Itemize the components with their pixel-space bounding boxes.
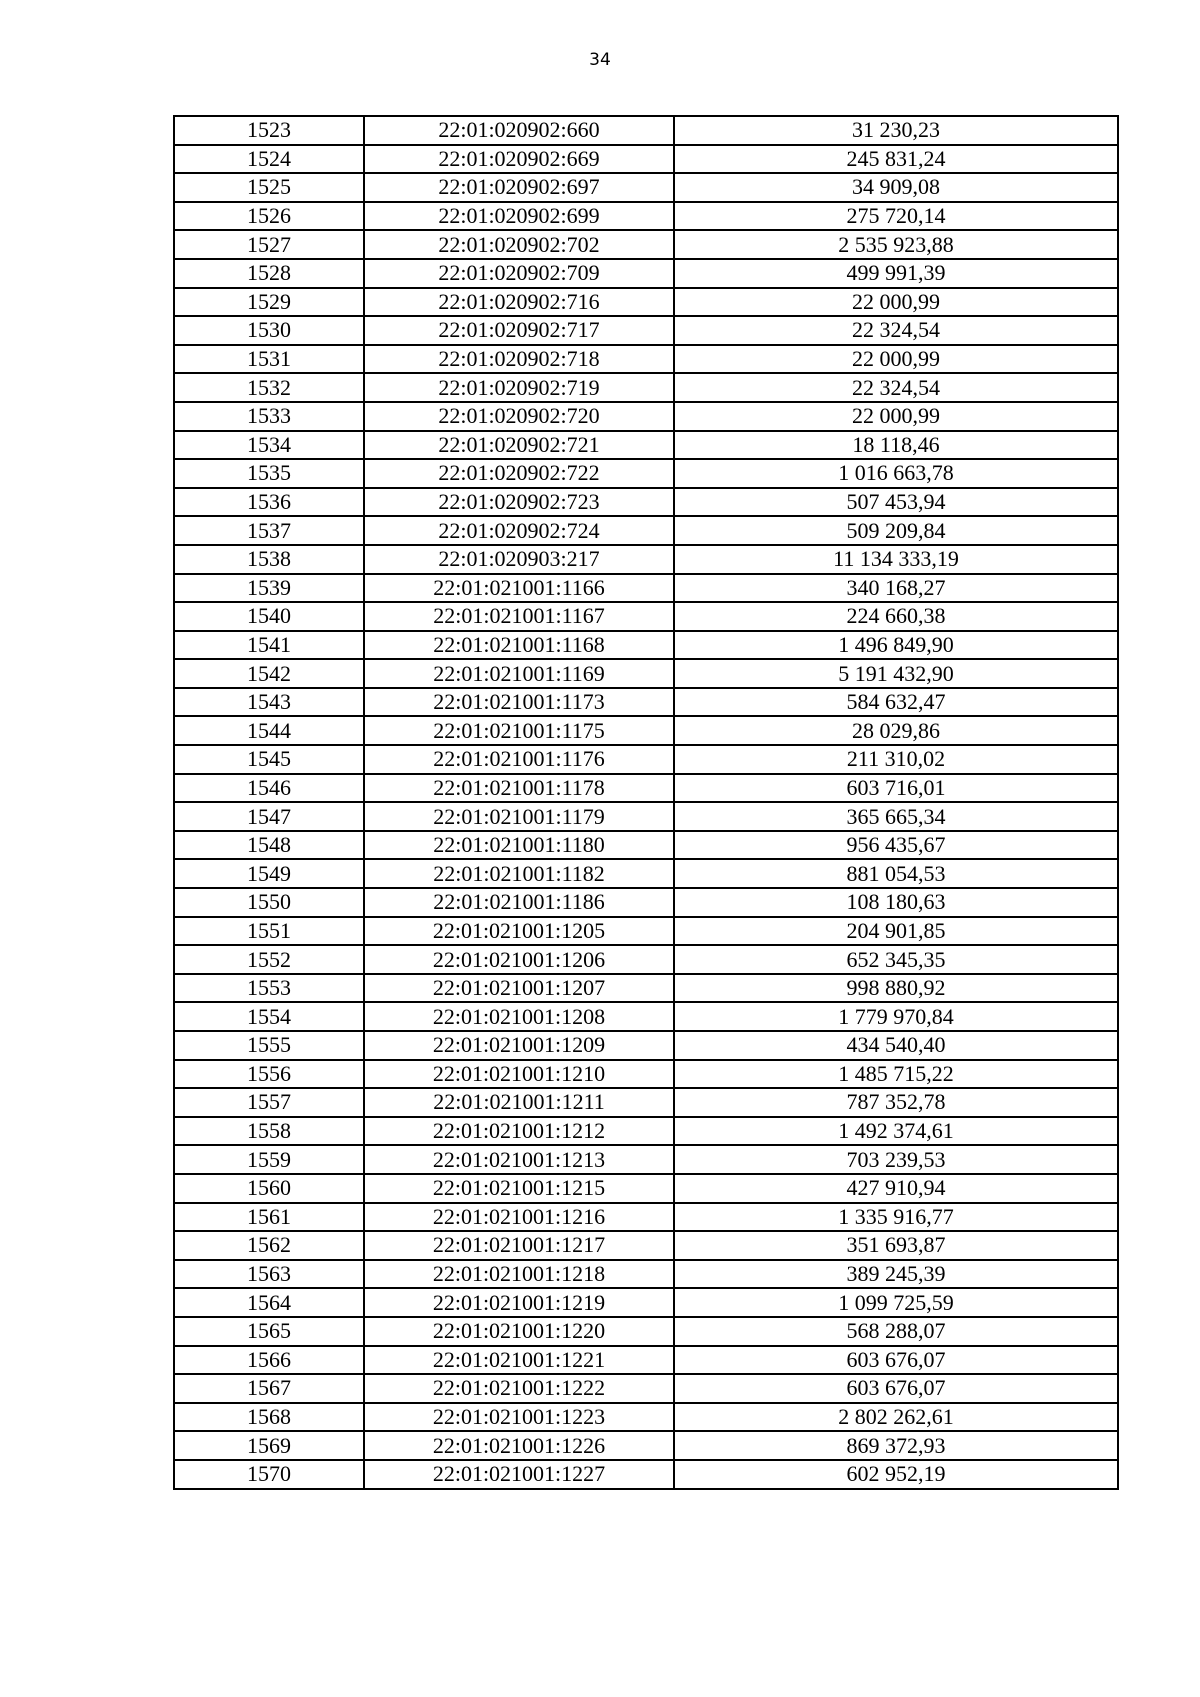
row-number-cell: 1545 xyxy=(174,745,364,774)
cadastral-number-cell: 22:01:021001:1207 xyxy=(364,974,674,1003)
table-row xyxy=(174,145,1118,174)
page-number: 34 xyxy=(589,50,611,70)
cadastral-value-cell: 1 016 663,78 xyxy=(674,459,1118,488)
cadastral-number-cell: 22:01:020902:723 xyxy=(364,488,674,517)
cadastral-number-cell: 22:01:021001:1208 xyxy=(364,1002,674,1031)
table-row xyxy=(174,516,1118,545)
cadastral-value-cell: 1 485 715,22 xyxy=(674,1060,1118,1089)
row-number-cell: 1564 xyxy=(174,1288,364,1317)
row-number-cell: 1550 xyxy=(174,888,364,917)
cadastral-value-cell: 603 676,07 xyxy=(674,1346,1118,1375)
cadastral-number-cell: 22:01:020902:697 xyxy=(364,173,674,202)
table-row xyxy=(174,917,1118,946)
cadastral-value-cell: 1 492 374,61 xyxy=(674,1117,1118,1146)
table-row xyxy=(174,1346,1118,1375)
cadastral-value-cell: 499 991,39 xyxy=(674,259,1118,288)
cadastral-number-cell: 22:01:021001:1218 xyxy=(364,1260,674,1289)
table-row xyxy=(174,859,1118,888)
cadastral-value-cell: 204 901,85 xyxy=(674,917,1118,946)
cadastral-number-cell: 22:01:020902:669 xyxy=(364,145,674,174)
cadastral-value-cell: 509 209,84 xyxy=(674,516,1118,545)
table-row xyxy=(174,974,1118,1003)
table-row xyxy=(174,745,1118,774)
row-number-cell: 1565 xyxy=(174,1317,364,1346)
row-number-cell: 1524 xyxy=(174,145,364,174)
table-row xyxy=(174,1174,1118,1203)
cadastral-number-cell: 22:01:021001:1166 xyxy=(364,574,674,603)
cadastral-number-cell: 22:01:021001:1213 xyxy=(364,1145,674,1174)
table-row xyxy=(174,316,1118,345)
table-body xyxy=(174,116,1118,1489)
cadastral-value-cell: 340 168,27 xyxy=(674,574,1118,603)
cadastral-value-cell: 275 720,14 xyxy=(674,202,1118,231)
cadastral-value-table xyxy=(173,115,1119,1490)
cadastral-value-cell: 1 335 916,77 xyxy=(674,1203,1118,1232)
cadastral-number-cell: 22:01:021001:1211 xyxy=(364,1088,674,1117)
table-row xyxy=(174,545,1118,574)
cadastral-number-cell: 22:01:021001:1222 xyxy=(364,1374,674,1403)
row-number-cell: 1523 xyxy=(174,116,364,145)
cadastral-number-cell: 22:01:021001:1179 xyxy=(364,802,674,831)
row-number-cell: 1546 xyxy=(174,774,364,803)
cadastral-number-cell: 22:01:021001:1221 xyxy=(364,1346,674,1375)
table-row xyxy=(174,459,1118,488)
row-number-cell: 1567 xyxy=(174,1374,364,1403)
table-row xyxy=(174,1060,1118,1089)
row-number-cell: 1563 xyxy=(174,1260,364,1289)
cadastral-number-cell: 22:01:021001:1169 xyxy=(364,659,674,688)
cadastral-number-cell: 22:01:021001:1227 xyxy=(364,1460,674,1489)
cadastral-number-cell: 22:01:020902:699 xyxy=(364,202,674,231)
row-number-cell: 1525 xyxy=(174,173,364,202)
cadastral-number-cell: 22:01:021001:1215 xyxy=(364,1174,674,1203)
row-number-cell: 1552 xyxy=(174,945,364,974)
table-row xyxy=(174,888,1118,917)
table-row xyxy=(174,1317,1118,1346)
row-number-cell: 1542 xyxy=(174,659,364,688)
row-number-cell: 1528 xyxy=(174,259,364,288)
row-number-cell: 1537 xyxy=(174,516,364,545)
row-number-cell: 1526 xyxy=(174,202,364,231)
cadastral-number-cell: 22:01:021001:1223 xyxy=(364,1403,674,1432)
cadastral-number-cell: 22:01:020902:709 xyxy=(364,259,674,288)
row-number-cell: 1558 xyxy=(174,1117,364,1146)
cadastral-number-cell: 22:01:021001:1209 xyxy=(364,1031,674,1060)
cadastral-number-cell: 22:01:021001:1168 xyxy=(364,631,674,660)
row-number-cell: 1568 xyxy=(174,1403,364,1432)
table-row xyxy=(174,802,1118,831)
row-number-cell: 1559 xyxy=(174,1145,364,1174)
cadastral-number-cell: 22:01:021001:1182 xyxy=(364,859,674,888)
cadastral-value-cell: 652 345,35 xyxy=(674,945,1118,974)
cadastral-number-cell: 22:01:020902:719 xyxy=(364,373,674,402)
table-row xyxy=(174,1117,1118,1146)
row-number-cell: 1553 xyxy=(174,974,364,1003)
row-number-cell: 1566 xyxy=(174,1346,364,1375)
cadastral-number-cell: 22:01:021001:1219 xyxy=(364,1288,674,1317)
row-number-cell: 1549 xyxy=(174,859,364,888)
cadastral-value-cell: 427 910,94 xyxy=(674,1174,1118,1203)
cadastral-number-cell: 22:01:021001:1180 xyxy=(364,831,674,860)
table-row xyxy=(174,1088,1118,1117)
table-row xyxy=(174,259,1118,288)
cadastral-value-cell: 434 540,40 xyxy=(674,1031,1118,1060)
table-row xyxy=(174,1460,1118,1489)
table-row xyxy=(174,288,1118,317)
table-row xyxy=(174,202,1118,231)
row-number-cell: 1570 xyxy=(174,1460,364,1489)
cadastral-number-cell: 22:01:021001:1173 xyxy=(364,688,674,717)
table-row xyxy=(174,402,1118,431)
row-number-cell: 1539 xyxy=(174,574,364,603)
table-row xyxy=(174,1031,1118,1060)
cadastral-number-cell: 22:01:020902:722 xyxy=(364,459,674,488)
table-row xyxy=(174,1374,1118,1403)
cadastral-value-cell: 2 535 923,88 xyxy=(674,230,1118,259)
cadastral-value-cell: 507 453,94 xyxy=(674,488,1118,517)
cadastral-value-cell: 34 909,08 xyxy=(674,173,1118,202)
cadastral-value-cell: 603 716,01 xyxy=(674,774,1118,803)
cadastral-value-cell: 1 779 970,84 xyxy=(674,1002,1118,1031)
table-row xyxy=(174,116,1118,145)
table-row xyxy=(174,1203,1118,1232)
row-number-cell: 1557 xyxy=(174,1088,364,1117)
cadastral-value-cell: 245 831,24 xyxy=(674,145,1118,174)
table-row xyxy=(174,1403,1118,1432)
row-number-cell: 1544 xyxy=(174,716,364,745)
table-row xyxy=(174,431,1118,460)
row-number-cell: 1536 xyxy=(174,488,364,517)
cadastral-number-cell: 22:01:021001:1186 xyxy=(364,888,674,917)
cadastral-value-cell: 703 239,53 xyxy=(674,1145,1118,1174)
cadastral-value-cell: 602 952,19 xyxy=(674,1460,1118,1489)
cadastral-value-cell: 224 660,38 xyxy=(674,602,1118,631)
row-number-cell: 1540 xyxy=(174,602,364,631)
cadastral-value-cell: 351 693,87 xyxy=(674,1231,1118,1260)
cadastral-value-cell: 1 099 725,59 xyxy=(674,1288,1118,1317)
cadastral-value-cell: 956 435,67 xyxy=(674,831,1118,860)
table-row xyxy=(174,631,1118,660)
row-number-cell: 1531 xyxy=(174,345,364,374)
cadastral-value-cell: 211 310,02 xyxy=(674,745,1118,774)
table-row xyxy=(174,574,1118,603)
table-row xyxy=(174,488,1118,517)
cadastral-value-cell: 5 191 432,90 xyxy=(674,659,1118,688)
cadastral-number-cell: 22:01:020902:721 xyxy=(364,431,674,460)
cadastral-number-cell: 22:01:020903:217 xyxy=(364,545,674,574)
cadastral-number-cell: 22:01:020902:720 xyxy=(364,402,674,431)
cadastral-value-cell: 22 000,99 xyxy=(674,288,1118,317)
cadastral-value-cell: 787 352,78 xyxy=(674,1088,1118,1117)
cadastral-number-cell: 22:01:020902:718 xyxy=(364,345,674,374)
table-row xyxy=(174,373,1118,402)
cadastral-number-cell: 22:01:020902:724 xyxy=(364,516,674,545)
cadastral-value-cell: 108 180,63 xyxy=(674,888,1118,917)
cadastral-number-cell: 22:01:021001:1167 xyxy=(364,602,674,631)
cadastral-number-cell: 22:01:021001:1220 xyxy=(364,1317,674,1346)
row-number-cell: 1532 xyxy=(174,373,364,402)
cadastral-value-cell: 11 134 333,19 xyxy=(674,545,1118,574)
cadastral-number-cell: 22:01:020902:702 xyxy=(364,230,674,259)
row-number-cell: 1569 xyxy=(174,1431,364,1460)
cadastral-number-cell: 22:01:020902:717 xyxy=(364,316,674,345)
cadastral-value-cell: 2 802 262,61 xyxy=(674,1403,1118,1432)
cadastral-number-cell: 22:01:020902:660 xyxy=(364,116,674,145)
row-number-cell: 1548 xyxy=(174,831,364,860)
row-number-cell: 1533 xyxy=(174,402,364,431)
table-row xyxy=(174,230,1118,259)
table-row xyxy=(174,1288,1118,1317)
cadastral-value-cell: 18 118,46 xyxy=(674,431,1118,460)
cadastral-number-cell: 22:01:020902:716 xyxy=(364,288,674,317)
row-number-cell: 1527 xyxy=(174,230,364,259)
cadastral-number-cell: 22:01:021001:1217 xyxy=(364,1231,674,1260)
cadastral-number-cell: 22:01:021001:1212 xyxy=(364,1117,674,1146)
table-row xyxy=(174,659,1118,688)
cadastral-value-cell: 389 245,39 xyxy=(674,1260,1118,1289)
table-row xyxy=(174,716,1118,745)
cadastral-value-cell: 568 288,07 xyxy=(674,1317,1118,1346)
row-number-cell: 1534 xyxy=(174,431,364,460)
table-row xyxy=(174,173,1118,202)
table-row xyxy=(174,1260,1118,1289)
cadastral-number-cell: 22:01:021001:1206 xyxy=(364,945,674,974)
cadastral-value-cell: 998 880,92 xyxy=(674,974,1118,1003)
cadastral-number-cell: 22:01:021001:1205 xyxy=(364,917,674,946)
table-row xyxy=(174,945,1118,974)
table-row xyxy=(174,1145,1118,1174)
cadastral-value-cell: 881 054,53 xyxy=(674,859,1118,888)
row-number-cell: 1543 xyxy=(174,688,364,717)
cadastral-value-cell: 365 665,34 xyxy=(674,802,1118,831)
table-row xyxy=(174,688,1118,717)
cadastral-number-cell: 22:01:021001:1178 xyxy=(364,774,674,803)
row-number-cell: 1547 xyxy=(174,802,364,831)
cadastral-value-cell: 22 000,99 xyxy=(674,402,1118,431)
cadastral-value-cell: 22 324,54 xyxy=(674,316,1118,345)
row-number-cell: 1560 xyxy=(174,1174,364,1203)
row-number-cell: 1556 xyxy=(174,1060,364,1089)
table-row xyxy=(174,345,1118,374)
cadastral-number-cell: 22:01:021001:1216 xyxy=(364,1203,674,1232)
table-row xyxy=(174,1002,1118,1031)
cadastral-value-cell: 31 230,23 xyxy=(674,116,1118,145)
cadastral-value-cell: 603 676,07 xyxy=(674,1374,1118,1403)
cadastral-value-cell: 22 324,54 xyxy=(674,373,1118,402)
cadastral-value-cell: 22 000,99 xyxy=(674,345,1118,374)
cadastral-value-cell: 869 372,93 xyxy=(674,1431,1118,1460)
row-number-cell: 1551 xyxy=(174,917,364,946)
cadastral-number-cell: 22:01:021001:1175 xyxy=(364,716,674,745)
cadastral-value-cell: 584 632,47 xyxy=(674,688,1118,717)
cadastral-value-cell: 1 496 849,90 xyxy=(674,631,1118,660)
table-row xyxy=(174,774,1118,803)
row-number-cell: 1562 xyxy=(174,1231,364,1260)
row-number-cell: 1541 xyxy=(174,631,364,660)
cadastral-number-cell: 22:01:021001:1210 xyxy=(364,1060,674,1089)
cadastral-number-cell: 22:01:021001:1176 xyxy=(364,745,674,774)
row-number-cell: 1561 xyxy=(174,1203,364,1232)
row-number-cell: 1538 xyxy=(174,545,364,574)
table-row xyxy=(174,1231,1118,1260)
row-number-cell: 1530 xyxy=(174,316,364,345)
cadastral-value-cell: 28 029,86 xyxy=(674,716,1118,745)
row-number-cell: 1529 xyxy=(174,288,364,317)
table-row xyxy=(174,831,1118,860)
cadastral-number-cell: 22:01:021001:1226 xyxy=(364,1431,674,1460)
row-number-cell: 1535 xyxy=(174,459,364,488)
table-row xyxy=(174,602,1118,631)
row-number-cell: 1555 xyxy=(174,1031,364,1060)
table-row xyxy=(174,1431,1118,1460)
row-number-cell: 1554 xyxy=(174,1002,364,1031)
